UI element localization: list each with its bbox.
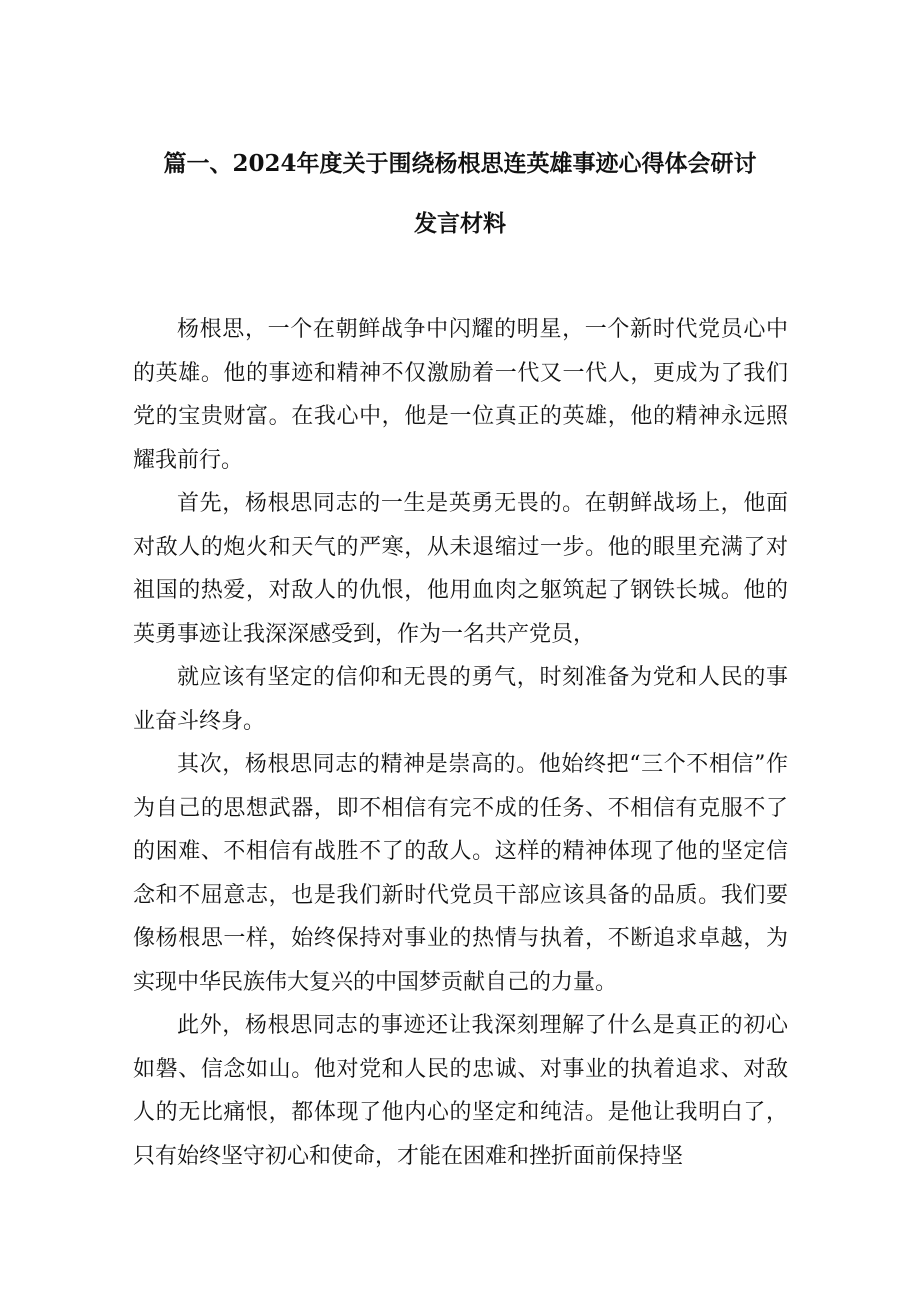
document-title-line-1: 篇一、2024年度关于围绕杨根思连英雄事迹心得体会研讨 <box>163 150 757 177</box>
document-title-line-2: 发言材料 <box>414 210 506 237</box>
document-body <box>133 308 788 1178</box>
paragraph: 首先，杨根思同志的一生是英勇无畏的。在朝鲜战场上，他面对敌人的炮火和天气的严寒，从未退缩过一步。他的眼里充满了对祖国的热爱，对敌人的仇恨，他用血肉之躯筑起了钢铁长城。他的英勇事迹让我深深感受到，作为一名共产党员， <box>133 491 788 647</box>
paragraph: 杨根思，一个在朝鲜战争中闪耀的明星，一个新时代党员心中的英雄。他的事迹和精神不仅激励着一代又一代人，更成为了我们党的宝贵财富。在我心中，他是一位真正的英雄，他的精神永远照耀我前行。 <box>133 317 788 473</box>
paragraph: 其次，杨根思同志的精神是崇高的。他始终把“三个不相信”作为自己的思想武器，即不相信有完不成的任务、不相信有克服不了的困难、不相信有战胜不了的敌人。这样的精神体现了他的坚定信念和不屈意志，也是我们新时代党员干部应该具备的品质。我们要像杨根思一样，始终保持对事业的热情与执着，不断追求卓越，为实现中华民族伟大复兴的中国梦贡献自己的力量。 <box>133 752 788 995</box>
paragraph: 此外，杨根思同志的事迹还让我深刻理解了什么是真正的初心如磐、信念如山。他对党和人民的忠诚、对事业的执着追求、对敌人的无比痛恨，都体现了他内心的坚定和纯洁。是他让我明白了，只有始终坚守初心和使命，才能在困难和挫折面前保持坚 <box>133 1013 788 1169</box>
paragraph: 就应该有坚定的信仰和无畏的勇气，时刻准备为党和人民的事业奋斗终身。 <box>133 665 788 734</box>
